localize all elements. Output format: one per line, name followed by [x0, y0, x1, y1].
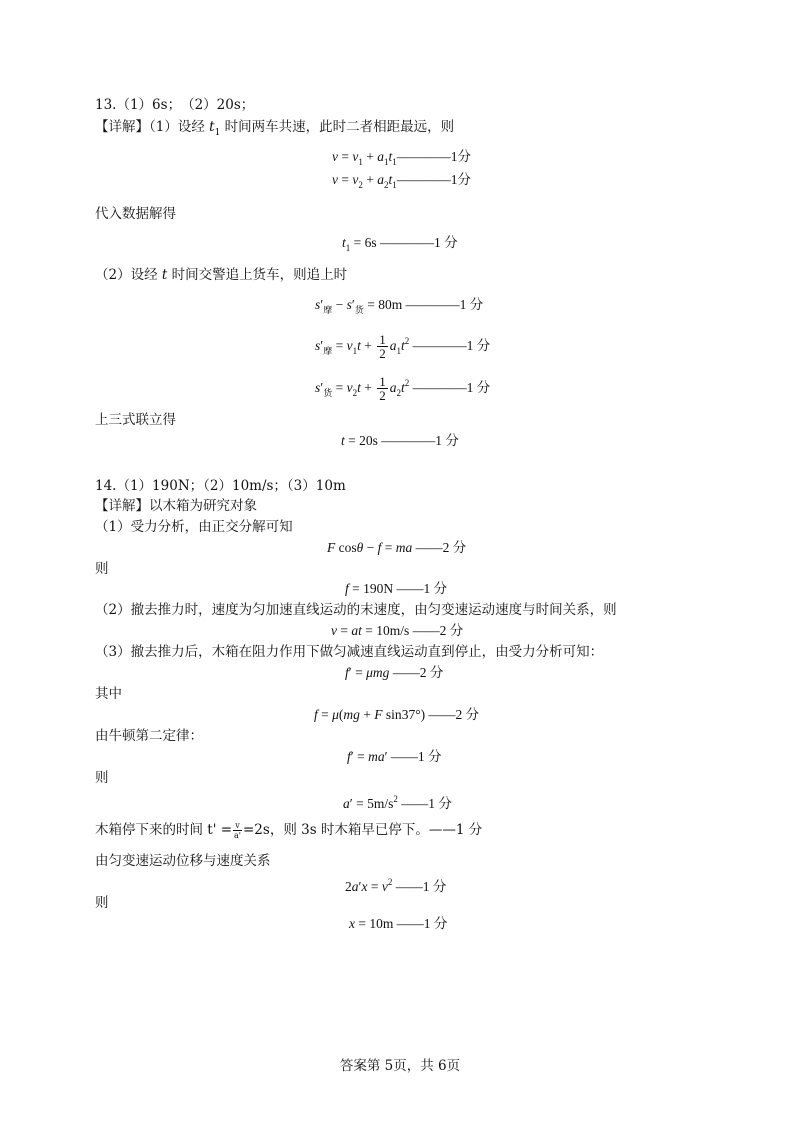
- q14-stop-b: =2s，则 3s 时木箱早已停下。——1 分: [243, 822, 483, 838]
- q14-eq9-value: = 10m: [358, 916, 394, 931]
- q14-eq8: $2a'x = v^2$ ——1 分: [345, 877, 447, 894]
- q13-detail-var: t: [209, 119, 215, 135]
- q13-eq3-score: ————1 分: [380, 235, 458, 250]
- q13-eq4: $s'_摩 - s'_货 = 80m$ ————1 分: [315, 297, 484, 315]
- q13-eq6-sub-truck: 货: [323, 388, 333, 398]
- q14-eq3-score: ——2 分: [412, 623, 464, 638]
- q13-answer-line: 13.（1）6s； （2）20s；: [95, 97, 255, 113]
- q14-stop-den: a': [234, 831, 241, 840]
- q14-stop-a: 木箱停下来的时间 t' =: [95, 822, 233, 838]
- q13-detail-label: 【详解】: [95, 119, 149, 135]
- q14-eq6-score: ——1 分: [390, 749, 442, 764]
- q14-eq6: f′ = ma′ ——1 分: [347, 749, 442, 764]
- q13-detail-sub: 1: [214, 128, 221, 138]
- q14-eq3-value: = 10m/s: [365, 623, 410, 638]
- q13-eq4-sub-truck: 货: [354, 305, 364, 315]
- q14-eq2-value: = 190N: [352, 581, 394, 596]
- q14-eq5: f = μ(mg + F sin37°) ——2 分: [314, 707, 480, 722]
- q14-eq5-score: ——2 分: [428, 707, 480, 722]
- q13-eq3: $t_1 = 6s$ ————1 分: [342, 235, 458, 253]
- q14-eq7: $a' = 5m/s^2$ ——1 分: [343, 794, 452, 811]
- q14-eq1-score: ——2 分: [415, 540, 467, 555]
- q14-eq3: v = at = 10m/s ——2 分: [331, 623, 464, 638]
- q13-detail-text-b: 时间两车共速，此时二者相距最远，则: [220, 119, 455, 135]
- q13-part2: [95, 266, 347, 284]
- q14-stop-fraction: [233, 821, 242, 840]
- q13-eq4-sub-moto: 摩: [323, 305, 333, 315]
- q13-detail-line: [95, 118, 454, 142]
- q14-eq2: f = 190N ——1 分: [345, 581, 448, 596]
- q14-eq2-score: ——1 分: [396, 581, 448, 596]
- q13-eq7: t = 20s ————1 分: [341, 433, 459, 448]
- q13-combine: 上三式联立得: [95, 412, 176, 428]
- q13-part2-b: 时间交警追上货车，则追上时: [167, 267, 348, 283]
- q13-eq4-value: = 80m: [367, 297, 403, 312]
- q14-among: 其中: [95, 686, 122, 702]
- q13-substitute: 代入数据解得: [95, 206, 176, 222]
- q13-eq7-value: = 20s: [348, 433, 378, 448]
- q14-then3: 则: [95, 895, 109, 911]
- q14-eq4: f′ = μmg ——2 分: [345, 665, 444, 680]
- q14-answer-line: 14.（1）190N；（2）10m/s；（3）10m: [95, 478, 346, 494]
- q14-p1: （1）受力分析，由正交分解可知: [95, 519, 293, 535]
- q14-stop-line: [95, 821, 482, 840]
- q14-eq7-score: ——1 分: [401, 796, 452, 811]
- q13-eq6: $s'_货 = v_2t$ + $\frac{1}{2}$ $a_2t^2$ ————1 分: [315, 374, 491, 404]
- q13-detail-text-a: （1）设经: [149, 119, 210, 135]
- q13-eq2: $v = v_2$ + $a_2t_1————1$分: [332, 172, 472, 190]
- q13-eq2-score: ————1分: [396, 172, 472, 187]
- q14-eq1: F cosθ − f = ma ——2 分: [327, 540, 467, 555]
- q13-eq5: $s'_摩 = v_1t$ + $\frac{1}{2}$ $a_1t^2$ ————1 分: [315, 332, 491, 362]
- q14-eq9: x = 10m ——1 分: [349, 916, 448, 931]
- q13-eq6-score: ————1 分: [412, 380, 491, 395]
- q14-then2: 则: [95, 770, 109, 786]
- q13-eq1: $v = v_1$ + $a_1t_1————1$分: [332, 149, 472, 167]
- page-footer: 答案第 5页，共 6页: [339, 1058, 461, 1074]
- q14-eq4-score: ——2 分: [392, 665, 444, 680]
- q14-kinematics: 由匀变速运动位移与速度关系: [95, 853, 271, 869]
- q14-eq9-score: ——1 分: [396, 916, 448, 931]
- q13-eq1-score: ————1分: [396, 149, 472, 164]
- q14-eq7-value: = 5m/s: [356, 796, 394, 811]
- q14-p2: （2）撤去推力时，速度为匀加速直线运动的末速度，由匀变速运动速度与时间关系，则: [95, 602, 617, 618]
- q14-newton: 由牛顿第二定律：: [95, 728, 203, 744]
- q13-eq4-score: ————1 分: [405, 297, 484, 312]
- q14-then1: 则: [95, 561, 109, 577]
- q13-eq5-sub-moto: 摩: [323, 346, 333, 356]
- q13-eq3-value: = 6s: [353, 235, 377, 250]
- q14-stop-num: v: [233, 821, 242, 831]
- q13-part2-var: t: [161, 267, 168, 283]
- q13-eq7-score: ————1 分: [381, 433, 459, 448]
- q13-part2-a: （2）设经: [95, 267, 162, 283]
- q14-eq5-angle: 37°: [401, 707, 421, 722]
- q13-eq5-score: ————1 分: [412, 338, 491, 353]
- q14-detail-line: 【详解】以木箱为研究对象: [95, 498, 257, 514]
- q14-eq8-score: ——1 分: [395, 879, 447, 894]
- q14-p3: （3）撤去推力后，木箱在阻力作用下做匀减速直线运动直到停止，由受力分析可知：: [95, 644, 604, 660]
